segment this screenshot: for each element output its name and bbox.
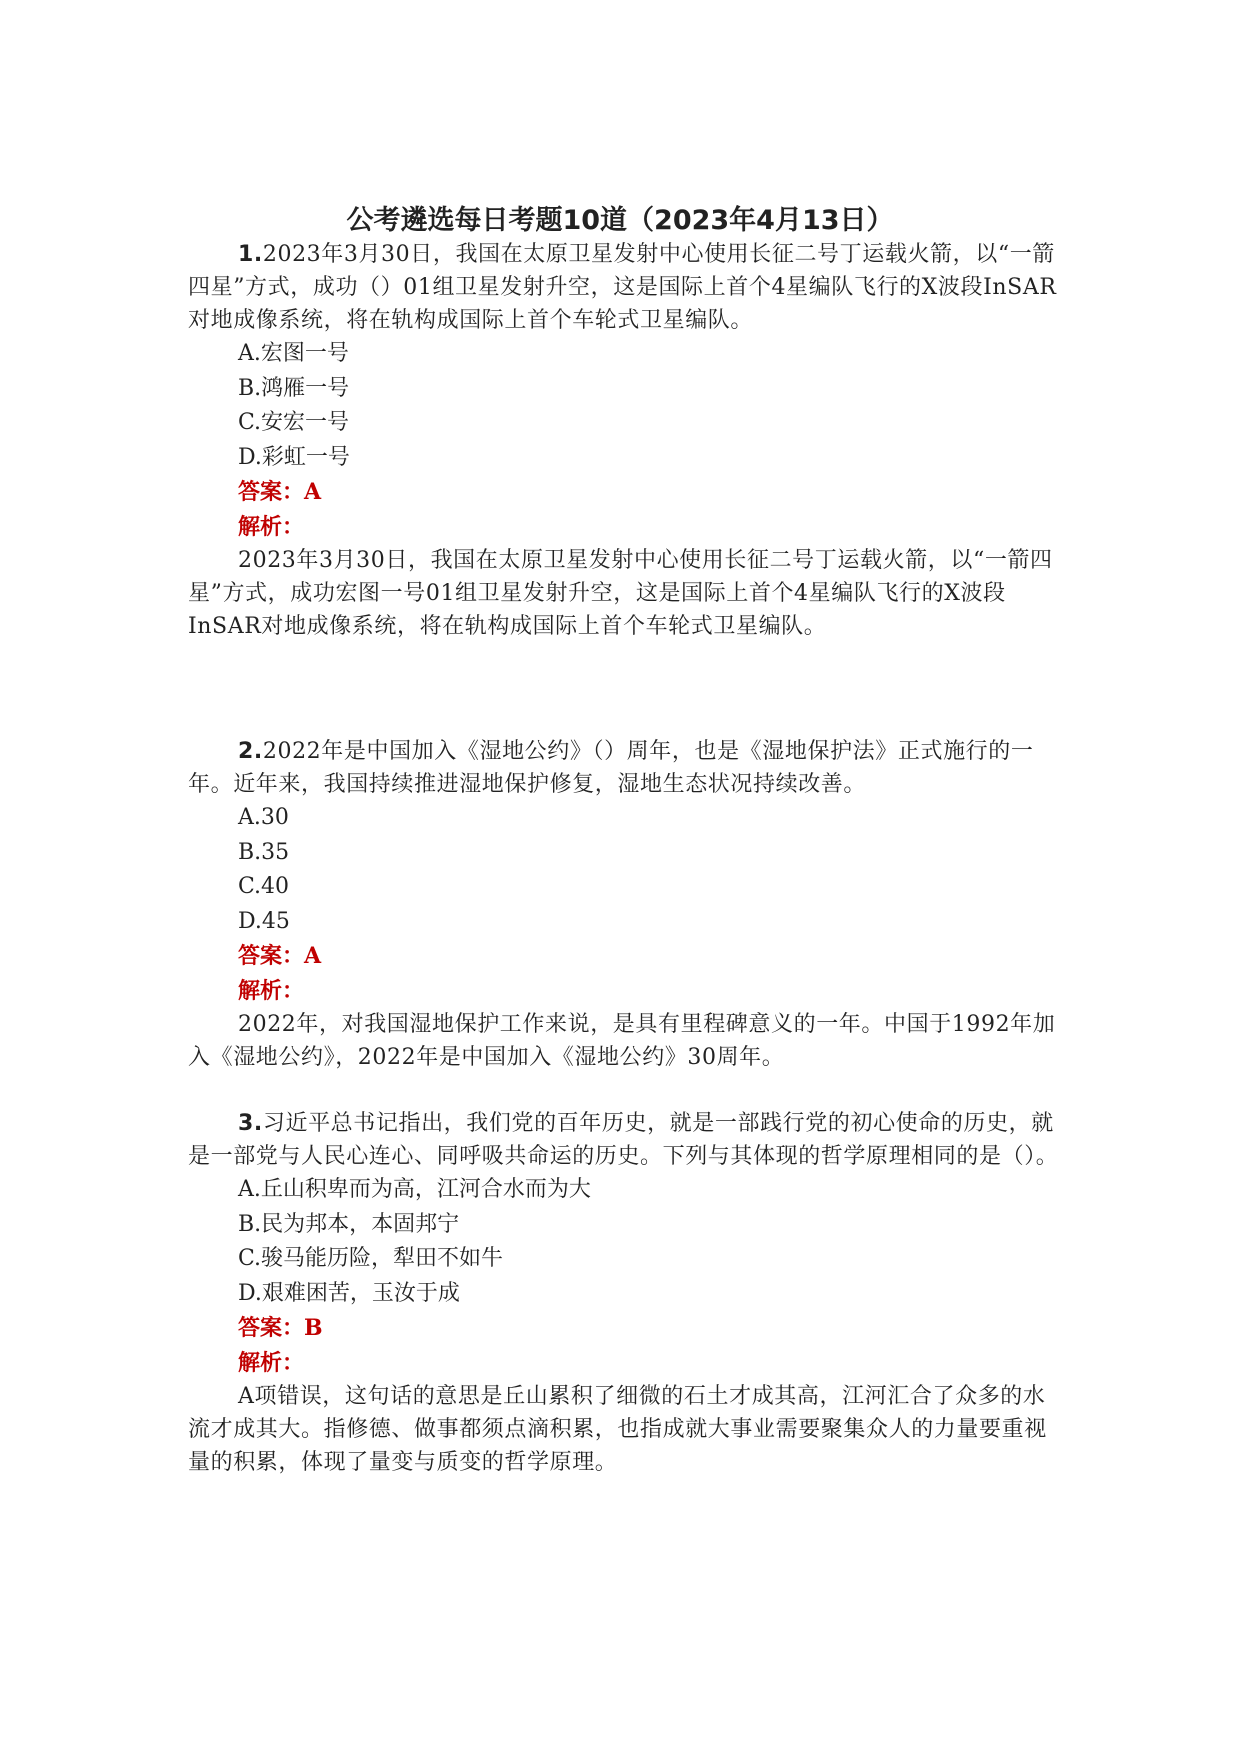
question-stem [188, 1107, 1068, 1173]
option-a: A.30 [238, 805, 289, 830]
answer: 答案：A [238, 943, 322, 969]
page-title: 公考遴选每日考题10道（2023年4月13日） [346, 205, 894, 236]
question-3 [188, 1107, 1068, 1479]
analysis-label: 解析： [238, 977, 305, 1004]
answer: 答案：B [238, 1315, 323, 1341]
question-number: 2. [238, 739, 263, 764]
question-stem [188, 735, 1068, 801]
question-number: 1. [238, 242, 263, 267]
analysis-text: 2022年，对我国湿地保护工作来说，是具有里程碑意义的一年。中国于1992年加入《湿地公约》，2022年是中国加入《湿地公约》30周年。 [188, 1012, 1056, 1070]
question-number: 3. [238, 1111, 263, 1136]
analysis-label: 解析： [238, 513, 305, 540]
analysis-text: 2023年3月30日，我国在太原卫星发射中心使用长征二号丁运载火箭，以“一箭四星”方式，成功宏图一号01组卫星发射升空，这是国际上首个4星编队飞行的X波段InSAR对地成像系统，将在轨构成国际上首个车轮式卫星编队。 [188, 548, 1053, 639]
analysis-text: A项错误，这句话的意思是丘山累积了细微的石土才成其高，江河汇合了众多的水流才成其大。指修德、做事都须点滴积累，也指成就大事业需要聚集众人的力量要重视量的积累，体现了量变与质变的哲学原理。 [188, 1384, 1047, 1475]
option-a: A.宏图一号 [238, 341, 349, 366]
option-d: D.45 [238, 908, 290, 934]
question-1 [188, 238, 1068, 643]
question-text: 2023年3月30日，我国在太原卫星发射中心使用长征二号丁运载火箭，以“一箭四星”方式，成功（）01组卫星发射升空，这是国际上首个4星编队飞行的X波段InSAR对地成像系统，将在轨构成国际上首个车轮式卫星编队。 [188, 242, 1057, 333]
analysis-label: 解析： [238, 1349, 305, 1376]
option-c: C.骏马能历险，犁田不如牛 [238, 1246, 504, 1271]
option-b: B.35 [238, 839, 290, 865]
question-text: 2022年是中国加入《湿地公约》（）周年，也是《湿地保护法》正式施行的一年。近年来，我国持续推进湿地保护修复，湿地生态状况持续改善。 [188, 739, 1034, 797]
option-b: B.民为邦本，本固邦宁 [238, 1211, 460, 1237]
option-c: C.40 [238, 874, 290, 899]
option-d: D.艰难困苦，玉汝于成 [238, 1280, 460, 1306]
question-2 [188, 735, 1068, 1074]
answer: 答案：A [238, 479, 322, 505]
option-c: C.安宏一号 [238, 410, 350, 435]
option-a: A.丘山积卑而为高，江河合水而为大 [238, 1177, 591, 1202]
option-b: B.鸿雁一号 [238, 375, 350, 401]
question-stem [188, 238, 1068, 337]
option-d: D.彩虹一号 [238, 444, 350, 470]
question-text: 习近平总书记指出，我们党的百年历史，就是一部践行党的初心使命的历史，就是一部党与人民心连心、同呼吸共命运的历史。下列与其体现的哲学原理相同的是（）。 [188, 1111, 1059, 1169]
